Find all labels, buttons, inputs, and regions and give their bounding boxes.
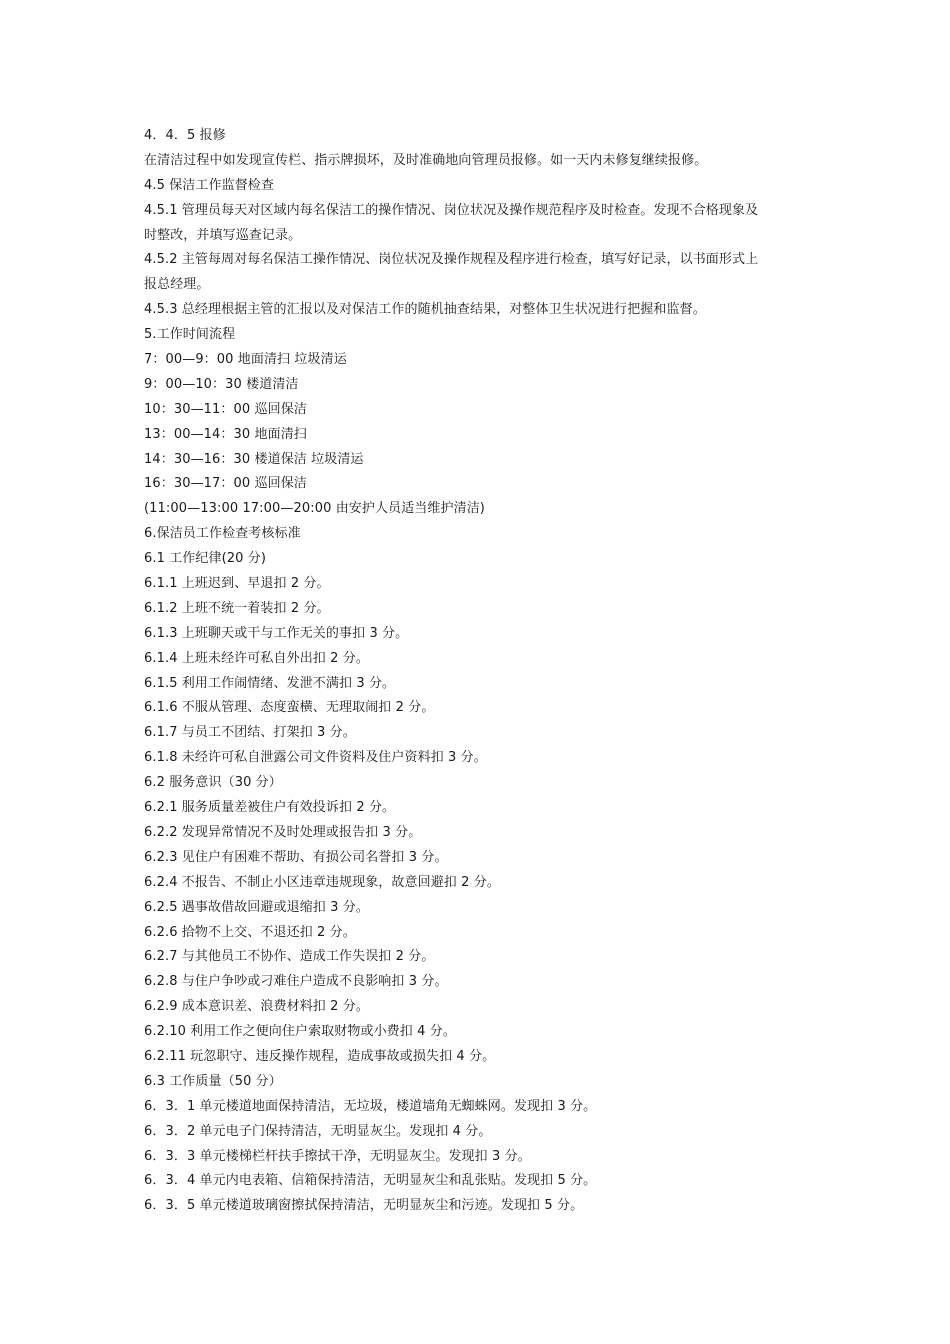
list-item: 6.1.8 未经许可私自泄露公司文件资料及住户资料扣 3 分。 — [144, 750, 487, 766]
heading-6-1: 6.1 工作纪律(20 分) — [144, 551, 267, 567]
heading-6: 6.保洁员工作检查考核标准 — [144, 526, 301, 542]
paragraph-line: 时整改，并填写巡查记录。 — [144, 227, 302, 243]
paragraph-line: 4.5.2 主管每周对每名保洁工操作情况、岗位状况及操作规程及程序进行检查，填写好记录，以书面形式上 — [144, 252, 759, 268]
heading-4-4-5: 4．4．5 报修 — [144, 128, 226, 143]
paragraph-line: 4.5.1 管理员每天对区域内每名保洁工的操作情况、岗位状况及操作规范程序及时检查。发现不合格现象及 — [144, 202, 759, 218]
list-item: 6．3．2 单元电子门保持清洁，无明显灰尘。发现扣 4 分。 — [144, 1123, 492, 1139]
list-item: 6.1.3 上班聊天或干与工作无关的事扣 3 分。 — [144, 625, 409, 641]
schedule-item: 9：00—10：30 楼道清洁 — [144, 376, 299, 392]
list-item: 6.1.1 上班迟到、早退扣 2 分。 — [144, 576, 330, 592]
heading-6-2: 6.2 服务意识（30 分） — [144, 775, 282, 791]
schedule-note: (11:00—13:00 17:00—20:00 由安护人员适当维护清洁) — [144, 501, 485, 517]
document-body — [144, 124, 812, 1219]
heading-5: 5.工作时间流程 — [144, 327, 236, 343]
list-item: 6.2.7 与其他员工不协作、造成工作失误扣 2 分。 — [144, 949, 435, 965]
list-item: 6.2.9 成本意识差、浪费材料扣 2 分。 — [144, 999, 369, 1015]
list-item: 6．3．1 单元楼道地面保持清洁，无垃圾，楼道墙角无蜘蛛网。发现扣 3 分。 — [144, 1098, 597, 1114]
list-item: 6.1.7 与员工不团结、打架扣 3 分。 — [144, 725, 356, 741]
list-item: 6.1.4 上班未经许可私自外出扣 2 分。 — [144, 650, 369, 666]
list-item: 6.2.6 拾物不上交、不退还扣 2 分。 — [144, 924, 356, 940]
list-item: 6.1.2 上班不统一着装扣 2 分。 — [144, 600, 330, 616]
list-item: 6.2.5 遇事故借故回避或退缩扣 3 分。 — [144, 899, 369, 915]
schedule-item: 16：30—17：00 巡回保洁 — [144, 476, 307, 492]
paragraph-line: 4.5.3 总经理根据主管的汇报以及对保洁工作的随机抽查结果，对整体卫生状况进行把握和监督。 — [144, 302, 706, 318]
list-item: 6.2.1 服务质量差被住户有效投诉扣 2 分。 — [144, 800, 396, 816]
list-item: 6.2.10 利用工作之便向住户索取财物或小费扣 4 分。 — [144, 1024, 456, 1040]
list-item: 6.2.4 不报告、不制止小区违章违规现象，故意回避扣 2 分。 — [144, 874, 500, 890]
heading-6-3: 6.3 工作质量（50 分） — [144, 1073, 282, 1089]
schedule-item: 13：00—14：30 地面清扫 — [144, 426, 307, 442]
list-item: 6.1.6 不服从管理、态度蛮横、无理取闹扣 2 分。 — [144, 700, 435, 716]
list-item: 6.2.3 见住户有困难不帮助、有损公司名誉扣 3 分。 — [144, 849, 448, 865]
paragraph-line: 报总经理。 — [144, 277, 210, 293]
schedule-item: 10：30—11：00 巡回保洁 — [144, 401, 307, 417]
schedule-item: 14：30—16：30 楼道保洁 垃圾清运 — [144, 451, 364, 467]
paragraph-line: 在清洁过程中如发现宣传栏、指示牌损坏，及时准确地向管理员报修。如一天内未修复继续报修。 — [144, 152, 708, 168]
list-item: 6.1.5 利用工作闹情绪、发泄不满扣 3 分。 — [144, 675, 396, 691]
heading-4-5: 4.5 保洁工作监督检查 — [144, 177, 275, 193]
schedule-item: 7：00—9：00 地面清扫 垃圾清运 — [144, 352, 347, 368]
list-item: 6．3．5 单元楼道玻璃窗擦拭保持清洁，无明显灰尘和污迹。发现扣 5 分。 — [144, 1198, 584, 1214]
list-item: 6．3．4 单元内电表箱、信箱保持清洁，无明显灰尘和乱张贴。发现扣 5 分。 — [144, 1173, 597, 1189]
list-item: 6．3．3 单元楼梯栏杆扶手擦拭干净，无明显灰尘。发现扣 3 分。 — [144, 1148, 531, 1164]
list-item: 6.2.11 玩忽职守、违反操作规程，造成事故或损失扣 4 分。 — [144, 1048, 496, 1064]
list-item: 6.2.2 发现异常情况不及时处理或报告扣 3 分。 — [144, 824, 422, 840]
list-item: 6.2.8 与住户争吵或刁难住户造成不良影响扣 3 分。 — [144, 974, 448, 990]
